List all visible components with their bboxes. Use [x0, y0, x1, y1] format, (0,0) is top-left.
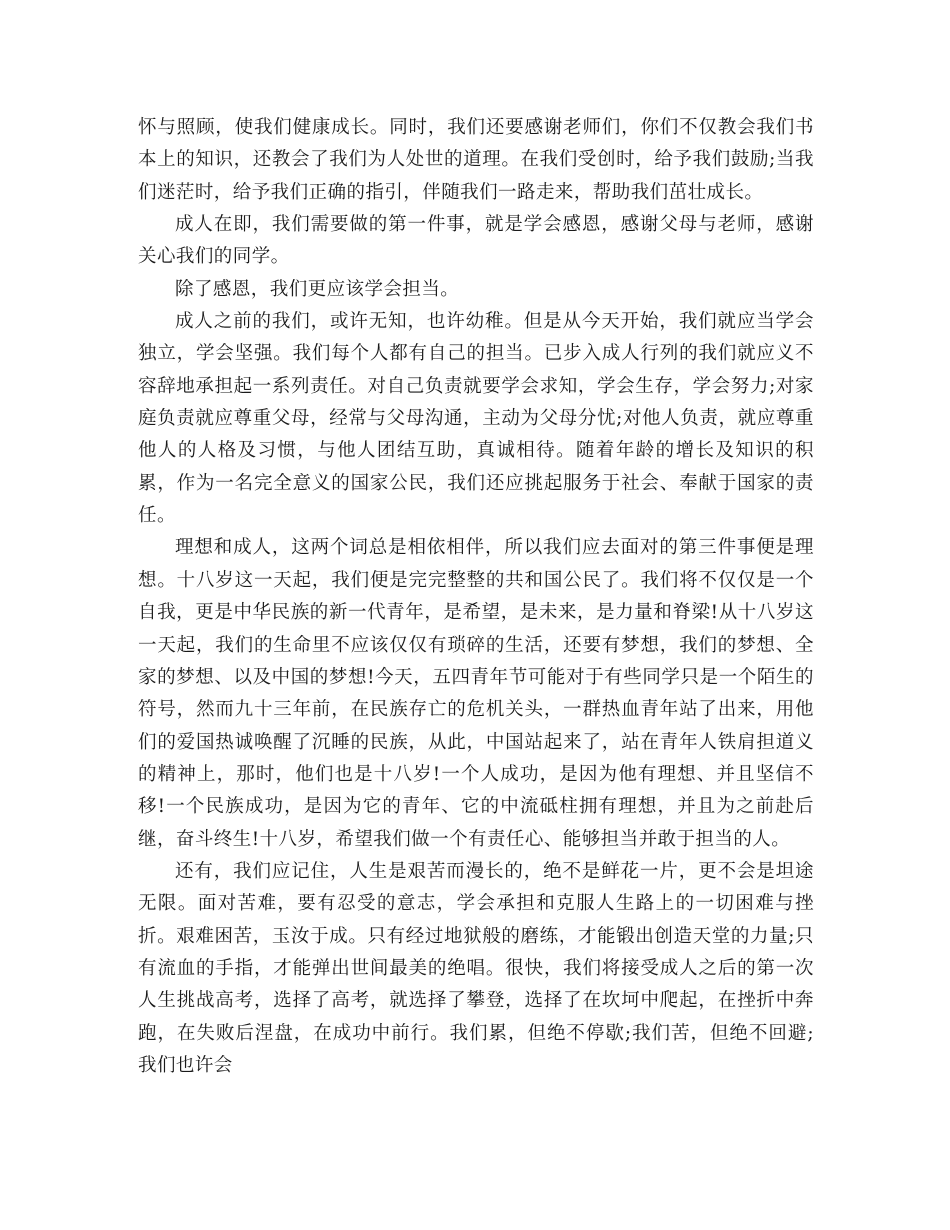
- paragraph-responsibility-intro: 除了感恩，我们更应该学会担当。: [175, 278, 460, 300]
- document-body: [138, 112, 814, 1082]
- paragraph-first-thing-gratitude: 成人在即，我们需要做的第一件事，就是学会感恩，感谢父母与老师，感谢关心我们的同学。: [138, 214, 814, 268]
- paragraph-responsibility: 成人之前的我们，或许无知，也许幼稚。但是从今天开始，我们就应当学会独立，学会坚强。我们每个人都有自己的担当。已步入成人行列的我们就应义不容辞地承担起一系列责任。对自己负责就要学会求知，学会生存，学会努力;对家庭负责就应尊重父母，经常与父母沟通，主动为父母分忧;对他人负责，就应尊重他人的人格及习惯，与他人团结互助，真诚相待。随着年龄的增长及知识的积累，作为一名完全意义的国家公民，我们还应挑起服务于社会、奉献于国家的责任。: [138, 311, 814, 527]
- paragraph-ideals: 理想和成人，这两个词总是相依相伴，所以我们应去面对的第三件事便是理想。十八岁这一天起，我们便是完完整整的共和国公民了。我们将不仅仅是一个自我，更是中华民族的新一代青年，是希望，是未来，是力量和脊梁!从十八岁这一天起，我们的生命里不应该仅仅有琐碎的生活，还要有梦想，我们的梦想、全家的梦想、以及中国的梦想!今天，五四青年节可能对于有些同学只是一个陌生的符号，然而九十三年前，在民族存亡的危机关头，一群热血青年站了出来，用他们的爱国热诚唤醒了沉睡的民族，从此，中国站起来了，站在青年人铁肩担道义的精神上，那时，他们也是十八岁!一个人成功，是因为他有理想、并且坚信不移!一个民族成功，是因为它的青年、它的中流砥柱拥有理想，并且为之前赴后继，奋斗终生!十八岁，希望我们做一个有责任心、能够担当并敢于担当的人。: [138, 537, 814, 850]
- paragraph-hardship: 还有，我们应记住，人生是艰苦而漫长的，绝不是鲜花一片，更不会是坦途无限。面对苦难，要有忍受的意志，学会承担和克服人生路上的一切困难与挫折。艰难困苦，玉汝于成。只有经过地狱般的磨练，才能锻出创造天堂的力量;只有流血的手指，才能弹出世间最美的绝唱。很快，我们将接受成人之后的第一次人生挑战高考，选择了高考，就选择了攀登，选择了在坎坷中爬起，在挫折中奔跑，在失败后涅盘，在成功中前行。我们累，但绝不停歇;我们苦，但绝不回避;我们也许会: [138, 860, 814, 1076]
- paragraph-gratitude-continued: 怀与照顾，使我们健康成长。同时，我们还要感谢老师们，你们不仅教会我们书本上的知识，还教会了我们为人处世的道理。在我们受创时，给予我们鼓励;当我们迷茫时，给予我们正确的指引，伴随我们一路走来，帮助我们茁壮成长。: [138, 117, 814, 203]
